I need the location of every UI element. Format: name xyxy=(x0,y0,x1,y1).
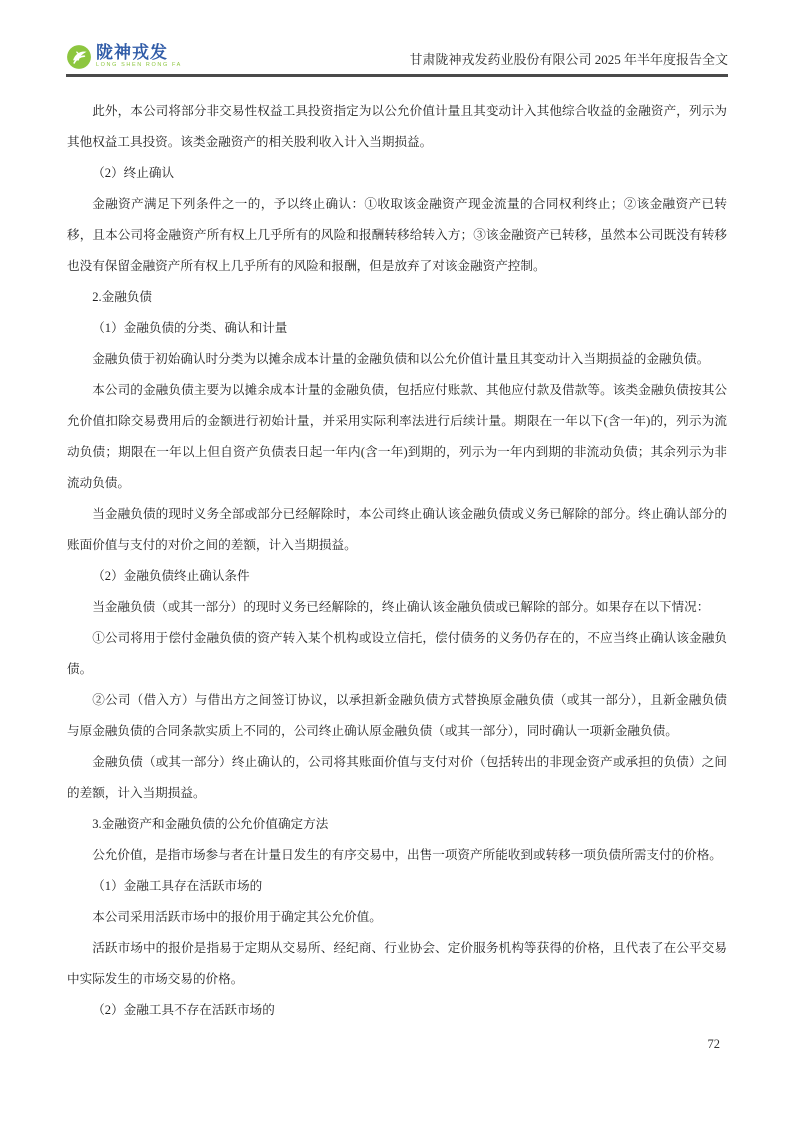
heading-fair-value-method: 3.金融资产和金融负债的公允价值确定方法 xyxy=(92,817,329,831)
logo-text xyxy=(96,44,182,69)
paragraph: 本公司采用活跃市场中的报价用于确定其公允价值。 xyxy=(92,910,382,924)
paragraph: 金融负债（或其一部分）终止确认的，公司将其账面价值与支付对价（包括转出的非现金资产或承担的负债）之间的差额，计入当期损益。 xyxy=(67,755,727,800)
logo-cn-name: 陇神戎发 xyxy=(96,43,168,62)
paragraph: 此外，本公司将部分非交易性权益工具投资指定为以公允价值计量且其变动计入其他综合收益的金融资产，列示为其他权益工具投资。该类金融资产的相关股利收入计入当期损益。 xyxy=(67,104,727,149)
heading-derecognition-conditions: （2）金融负债终止确认条件 xyxy=(92,569,250,583)
document-body xyxy=(67,96,727,1026)
heading-financial-liabilities: 2.金融负债 xyxy=(92,290,153,304)
paragraph: ②公司（借入方）与借出方之间签订协议，以承担新金融负债方式替换原金融负债（或其一部分），且新金融负债与原金融负债的合同条款实质上不同的，公司终止确认原金融负债（或其一部分），同时确认一项新金融负债。 xyxy=(67,693,727,738)
paragraph: 本公司的金融负债主要为以摊余成本计量的金融负债，包括应付账款、其他应付款及借款等。该类金融负债按其公允价值扣除交易费用后的金额进行初始计量，并采用实际利率法进行后续计量。期限在一年以下(含一年)的，列示为流动负债；期限在一年以上但自资产负债表日起一年内(含一年)到期的，列示为一年内到期的非流动负债；其余列示为非流动负债。 xyxy=(67,383,727,490)
paragraph: 活跃市场中的报价是指易于定期从交易所、经纪商、行业协会、定价服务机构等获得的价格，且代表了在公平交易中实际发生的市场交易的价格。 xyxy=(67,941,727,986)
heading-active-market: （1）金融工具存在活跃市场的 xyxy=(92,879,263,893)
paragraph: 公允价值，是指市场参与者在计量日发生的有序交易中，出售一项资产所能收到或转移一项负债所需支付的价格。 xyxy=(92,848,722,862)
logo-en-name: LONG SHEN RONG FA xyxy=(96,62,182,68)
paragraph: 当金融负债的现时义务全部或部分已经解除时，本公司终止确认该金融负债或义务已解除的部分。终止确认部分的账面价值与支付的对价之间的差额，计入当期损益。 xyxy=(67,507,727,552)
paragraph: 金融资产满足下列条件之一的，予以终止确认：①收取该金融资产现金流量的合同权利终止；②该金融资产已转移，且本公司将金融资产所有权上几乎所有的风险和报酬转移给转入方；③该金融资产已转移，虽然本公司既没有转移也没有保留金融资产所有权上几乎所有的风险和报酬，但是放弃了对该金融资产控制。 xyxy=(67,197,727,273)
page-number: 72 xyxy=(707,1037,720,1051)
paragraph: 金融负债于初始确认时分类为以摊余成本计量的金融负债和以公允价值计量且其变动计入当期损益的金融负债。 xyxy=(92,352,710,366)
header-divider xyxy=(66,74,728,77)
heading-no-active-market: （2）金融工具不存在活跃市场的 xyxy=(92,1003,275,1017)
heading-termination: （2）终止确认 xyxy=(92,166,175,180)
company-logo xyxy=(66,44,182,70)
paragraph: ①公司将用于偿付金融负债的资产转入某个机构或设立信托，偿付债务的义务仍存在的，不应当终止确认该金融负债。 xyxy=(67,631,727,676)
paragraph: 当金融负债（或其一部分）的现时义务已经解除的，终止确认该金融负债或已解除的部分。如果存在以下情况： xyxy=(92,600,710,614)
page-header xyxy=(66,44,728,74)
heading-classification: （1）金融负债的分类、确认和计量 xyxy=(92,321,288,335)
document-title: 甘肃陇神戎发药业股份有限公司 2025 年半年度报告全文 xyxy=(409,52,728,67)
logo-bird-icon xyxy=(66,44,92,70)
